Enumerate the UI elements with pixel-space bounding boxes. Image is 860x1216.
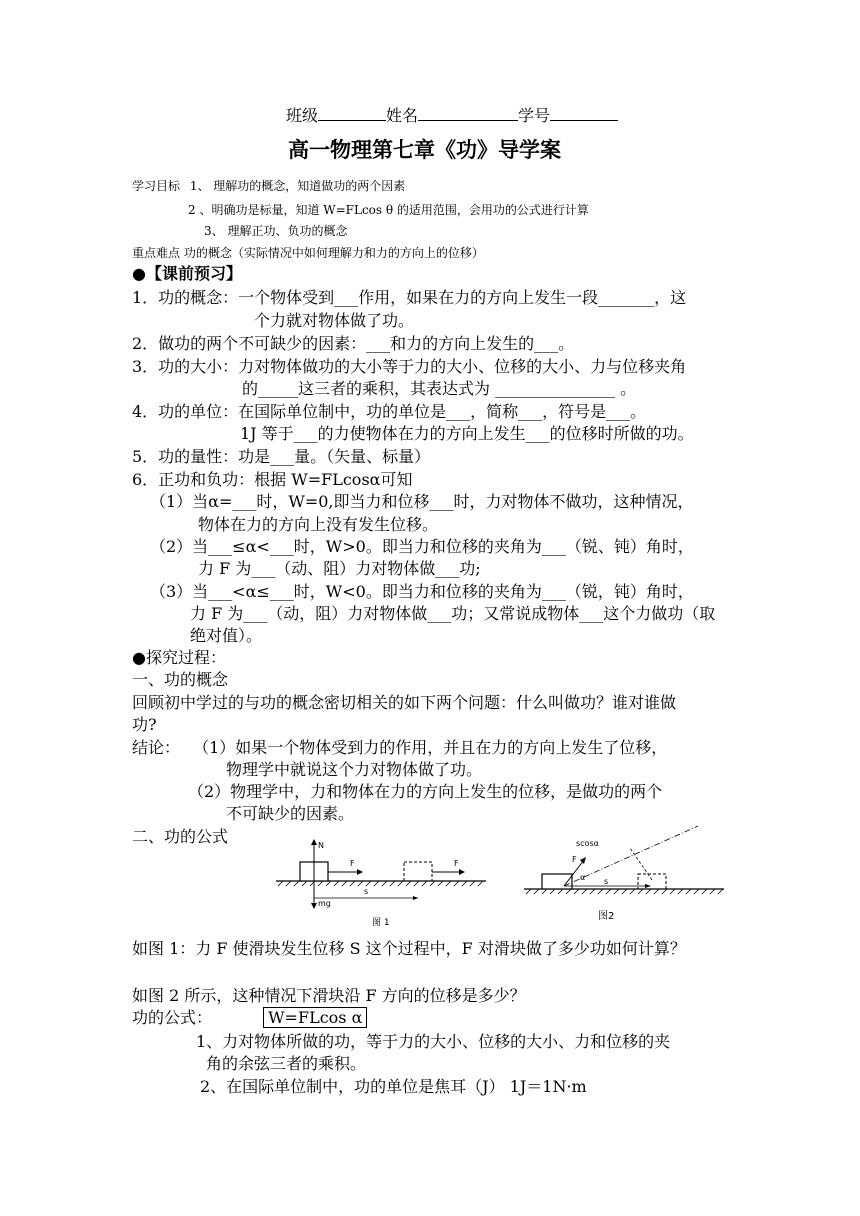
fig1-hatching xyxy=(278,881,483,886)
preview-q4-b: 1J 等于___的力使物体在力的方向上发生___的位移时所做的功。 xyxy=(240,424,694,443)
question-fig-1: 如图 1：力 F 使滑块发生位移 S 这个过程中，F 对滑块做了多少功如何计算？ xyxy=(132,939,686,958)
goal-2: 2 、明确功是标量，知道 W=FLcos θ 的适用范围，会用功的公式进行计算 xyxy=(188,203,589,217)
note-1-b: 角的余弦三者的乘积。 xyxy=(206,1054,367,1073)
conclusion-2-a: （2）物理学中，力和物体在力的方向上发生的位移，是做功的两个 xyxy=(188,782,663,801)
fig1-mg-label: mg xyxy=(318,899,331,908)
explore-p1-a: 回顾初中学过的与功的概念密切相关的如下两个问题：什么叫做功？谁对谁做 xyxy=(132,693,677,712)
fig2-projection-line xyxy=(564,826,698,886)
page-title: 高一物理第七章《功》导学案 xyxy=(288,137,561,162)
fig2-caption: 图2 xyxy=(598,911,615,922)
id-label: 学号 xyxy=(518,106,551,125)
note-2: 2、在国际单位制中，功的单位是焦耳（J） 1J＝1N·m xyxy=(200,1077,587,1096)
fig1-caption: 图 1 xyxy=(372,918,390,928)
preview-q3-a: 3．功的大小：力对物体做功的大小等于力的大小、位移的大小、力与位移夹角 xyxy=(132,357,687,376)
preview-q6-3-a: （3）当___<α≤___时，W<0。即当力和位移的夹角为___（锐，钝）角时， xyxy=(150,582,694,601)
preview-q6-2-b: 力 F 为___（动、阻）力对物体做___功; xyxy=(198,559,481,578)
preview-q4-a: 4．功的单位：在国际单位制中，功的单位是___，简称___，符号是___。 xyxy=(132,402,647,421)
keypoints: 重点难点 功的概念（实际情况中如何理解力和力的方向上的位移） xyxy=(132,246,484,260)
header-line xyxy=(286,104,618,127)
formula-label: 功的公式： xyxy=(132,1008,213,1027)
name-label: 姓名 xyxy=(386,106,419,125)
fig2-perpendicular xyxy=(630,848,652,880)
preview-q3-b: 的_____这三者的乘积，其表达式为 _______________ 。 xyxy=(242,379,637,398)
conclusion-line-1 xyxy=(132,737,667,759)
class-blank[interactable] xyxy=(318,104,386,121)
class-label: 班级 xyxy=(286,106,319,125)
explore-heading: ●探究过程： xyxy=(132,648,226,667)
fig2-alpha-label: α xyxy=(580,873,586,882)
id-blank[interactable] xyxy=(550,104,618,121)
fig2-hatching xyxy=(526,889,723,894)
conclusion-1-b: 物理学中就说这个力对物体做了功。 xyxy=(226,760,483,779)
fig1-n-label: N xyxy=(318,841,324,850)
preview-q6-1-a: （1）当α=___时，W=0,即当力和位移___时，力对物体不做功，这种情况， xyxy=(150,492,694,511)
formula-line xyxy=(132,1007,367,1029)
preview-q6-1-b: 物体在力的方向上没有发生位移。 xyxy=(198,515,439,534)
preview-q5: 5．功的量性：功是___量。（矢量、标量） xyxy=(132,447,431,466)
preview-q1-a: 1．功的概念：一个物体受到___作用，如果在力的方向上发生一段_______，这 xyxy=(132,288,687,307)
preview-q6-3-c: 绝对值）。 xyxy=(190,626,263,645)
name-blank[interactable] xyxy=(418,104,518,121)
fig2-f-label: F xyxy=(572,855,577,864)
fig1-f-label-end: F xyxy=(454,859,459,868)
preview-q2: 2．做功的两个不可缺少的因素：___和力的方向上发生的___。 xyxy=(132,334,575,353)
preview-q6: 6．正功和负功：根据 W=FLcosα可知 xyxy=(132,470,413,489)
goal-3: 3、 理解正功、负功的概念 xyxy=(204,224,348,238)
conclusion-label: 结论： xyxy=(132,738,181,757)
fig2-s-label: s xyxy=(604,877,609,886)
preview-q6-2-a: （2）当___≤α<___时，W>0。即当力和位移的夹角为___（锐、钝）角时， xyxy=(150,537,694,556)
formula-box: W=FLcos α xyxy=(263,1007,367,1028)
note-1-a: 1、力对物体所做的功，等于力的大小、位移的大小、力和位移的夹 xyxy=(196,1032,671,1051)
preview-heading: ●【课前预习】 xyxy=(132,264,242,283)
figure-2 xyxy=(520,822,730,926)
fig1-s-label: s xyxy=(364,887,369,896)
goals-label: 学习目标 xyxy=(132,179,181,193)
explore-p1-b: 功? xyxy=(132,715,157,734)
question-fig-2: 如图 2 所示，这种情况下滑块沿 F 方向的位移是多少？ xyxy=(132,986,526,1005)
fig1-f-label-start: F xyxy=(350,859,355,868)
preview-q6-3-b: 力 F 为___（动，阻）力对物体做___功；又常说成物体___这个力做功（取 xyxy=(190,604,716,623)
fig1-block-end xyxy=(404,862,432,881)
fig2-scos-label: scosα xyxy=(576,839,599,848)
section-2-title: 二、功的公式 xyxy=(132,827,229,846)
fig2-block-end xyxy=(638,874,666,889)
conclusion-1-a: （1）如果一个物体受到力的作用，并且在力的方向上发生了位移， xyxy=(193,738,668,757)
conclusion-2-b: 不可缺少的因素。 xyxy=(226,804,355,823)
section-1-title: 一、功的概念 xyxy=(132,670,229,689)
goal-1: 1、 理解功的概念，知道做功的两个因素 xyxy=(189,179,406,193)
preview-q1-b: 个力就对物体做了功。 xyxy=(254,311,415,330)
goals-line-1 xyxy=(132,177,405,195)
figure-1 xyxy=(272,836,492,932)
